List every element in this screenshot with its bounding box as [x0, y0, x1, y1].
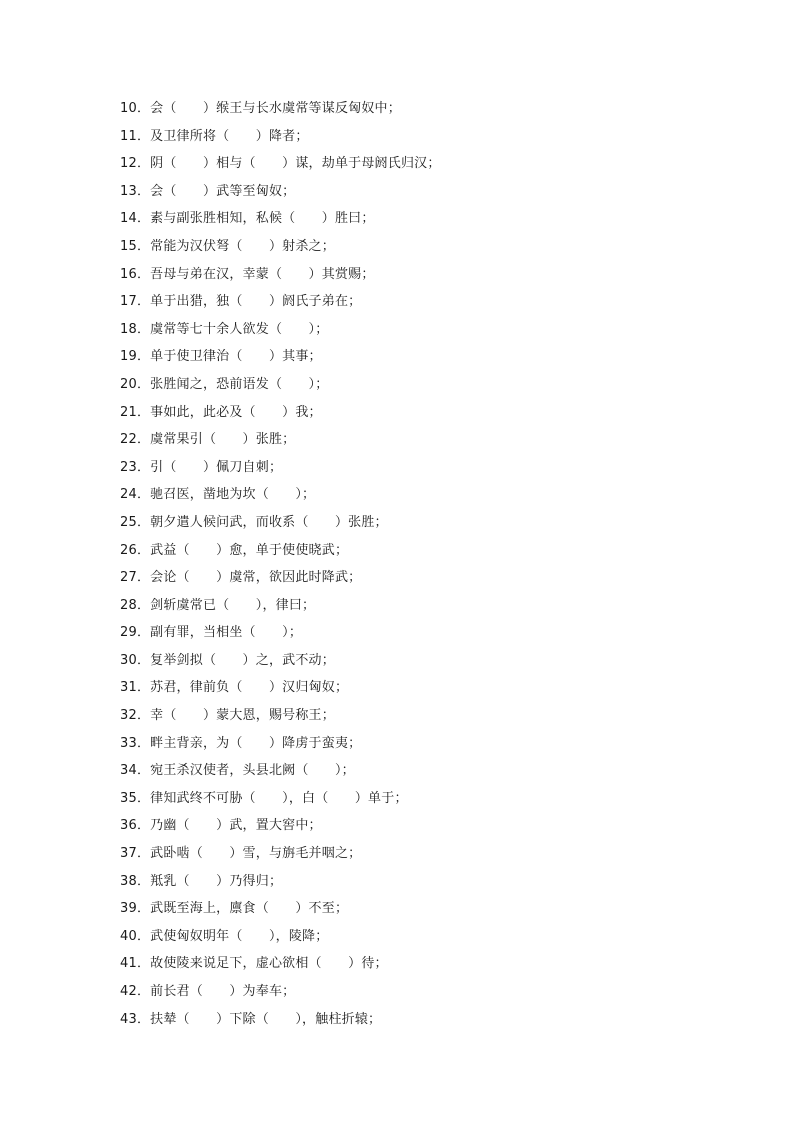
- question-text: 武既至海上，廪食（ ）不至；: [150, 901, 349, 917]
- question-number: 10．: [120, 101, 151, 116]
- question-number: 12．: [120, 156, 151, 172]
- question-text: 复举剑拟（ ）之，武不动；: [150, 652, 335, 668]
- question-text: 虞常等七十余人欲发（ ）；: [150, 321, 329, 337]
- question-item: [120, 426, 720, 454]
- question-number: 26．: [120, 542, 151, 558]
- question-number: 28．: [120, 597, 151, 613]
- question-text: 单于出猎，独（ ）阏氏子弟在；: [150, 294, 362, 310]
- question-number: 39．: [120, 901, 151, 917]
- question-item: [120, 647, 720, 675]
- question-number: 16．: [120, 266, 151, 282]
- question-text: 羝乳（ ）乃得归；: [150, 873, 283, 889]
- question-number: 30．: [120, 652, 151, 668]
- question-number: 42．: [120, 984, 151, 999]
- question-item: [120, 205, 720, 233]
- question-item: [120, 123, 720, 151]
- question-text: 阴（ ）相与（ ）谋，劫单于母阏氏归汉；: [150, 156, 441, 172]
- question-item: [120, 564, 720, 592]
- question-text: 事如此，此必及（ ）我；: [150, 404, 322, 420]
- question-number: 35．: [120, 790, 151, 806]
- question-text: 会论（ ）虞常，欲因此时降武；: [150, 570, 362, 586]
- question-number: 40．: [120, 928, 151, 944]
- question-text: 武卧啮（ ）雪，与旃毛并咽之；: [150, 846, 362, 862]
- question-number: 15．: [120, 238, 151, 254]
- question-text: 扶辇（ ）下除（ ），触柱折辕；: [150, 1011, 382, 1027]
- question-number: 34．: [120, 763, 151, 779]
- question-number: 38．: [120, 873, 151, 889]
- question-item: [120, 812, 720, 840]
- question-number: 33．: [120, 735, 151, 751]
- question-text: 苏君，律前负（ ）汉归匈奴；: [150, 680, 349, 696]
- question-text: 故使陵来说足下，虚心欲相（ ）待；: [150, 956, 388, 972]
- question-number: 41．: [120, 956, 151, 972]
- question-item: [120, 868, 720, 896]
- question-text: 武益（ ）愈，单于使使晓武；: [150, 542, 349, 558]
- question-item: [120, 288, 720, 316]
- question-text: 素与副张胜相知，私候（ ）胜曰；: [150, 211, 375, 227]
- question-item: [120, 316, 720, 344]
- question-number: 18．: [120, 321, 151, 337]
- question-item: [120, 950, 720, 978]
- question-number: 13．: [120, 183, 151, 199]
- question-number: 25．: [120, 514, 151, 530]
- question-item: [120, 399, 720, 427]
- question-item: [120, 702, 720, 730]
- question-item: [120, 178, 720, 206]
- question-item: [120, 619, 720, 647]
- question-number: 23．: [120, 459, 151, 475]
- question-number: 21．: [120, 404, 151, 420]
- question-number: 22．: [120, 432, 151, 448]
- question-number: 32．: [120, 708, 151, 724]
- question-item: [120, 343, 720, 371]
- question-item: [120, 150, 720, 178]
- question-text: 律知武终不可胁（ ），白（ ）单于；: [150, 790, 408, 806]
- question-text: 引（ ）佩刀自刺；: [150, 459, 283, 475]
- question-item: [120, 840, 720, 868]
- question-number: 24．: [120, 487, 151, 503]
- question-item: [120, 481, 720, 509]
- question-number: 27．: [120, 570, 151, 586]
- question-item: [120, 261, 720, 289]
- question-number: 20．: [120, 376, 151, 392]
- question-item: [120, 674, 720, 702]
- question-text: 吾母与弟在汉，幸蒙（ ）其赏赐；: [150, 266, 375, 282]
- question-item: [120, 233, 720, 261]
- question-number: 17．: [120, 294, 151, 310]
- question-text: 驰召医，凿地为坎（ ）；: [150, 487, 316, 503]
- question-number: 19．: [120, 349, 151, 365]
- question-text: 畔主背亲，为（ ）降虏于蛮夷；: [150, 735, 362, 751]
- question-text: 朝夕遣人候问武，而收系（ ）张胜；: [150, 514, 388, 530]
- question-item: [120, 978, 720, 1006]
- question-text: 单于使卫律治（ ）其事；: [150, 349, 322, 365]
- question-item: [120, 454, 720, 482]
- question-text: 副有罪，当相坐（ ）；: [150, 625, 303, 641]
- question-number: 31．: [120, 680, 151, 696]
- question-item: [120, 757, 720, 785]
- question-text: 及卫律所将（ ）降者；: [150, 128, 309, 144]
- question-text: 乃幽（ ）武，置大窖中；: [150, 818, 322, 834]
- question-item: [120, 895, 720, 923]
- question-item: [120, 730, 720, 758]
- question-text: 张胜闻之，恐前语发（ ）；: [150, 376, 329, 392]
- question-item: [120, 95, 720, 123]
- question-item: [120, 509, 720, 537]
- question-number: 43．: [120, 1011, 151, 1027]
- question-item: [120, 1006, 720, 1034]
- question-item: [120, 371, 720, 399]
- question-item: [120, 785, 720, 813]
- question-number: 37．: [120, 846, 151, 862]
- question-number: 36．: [120, 818, 151, 834]
- question-text: 常能为汉伏弩（ ）射杀之；: [150, 238, 335, 254]
- question-item: [120, 537, 720, 565]
- question-text: 前长君（ ）为奉车；: [150, 984, 296, 999]
- question-text: 会（ ）缑王与长水虞常等谋反匈奴中；: [150, 101, 401, 116]
- question-item: [120, 592, 720, 620]
- question-list: [120, 95, 720, 1033]
- question-number: 11．: [120, 128, 151, 144]
- question-text: 虞常果引（ ）张胜；: [150, 432, 296, 448]
- question-text: 武使匈奴明年（ ），陵降；: [150, 928, 329, 944]
- question-text: 会（ ）武等至匈奴；: [150, 183, 296, 199]
- question-number: 14．: [120, 211, 151, 227]
- question-text: 幸（ ）蒙大恩，赐号称王；: [150, 708, 335, 724]
- question-text: 宛王杀汉使者，头县北阙（ ）；: [150, 763, 355, 779]
- question-number: 29．: [120, 625, 151, 641]
- question-item: [120, 923, 720, 951]
- question-text: 剑斩虞常已（ ），律曰；: [150, 597, 316, 613]
